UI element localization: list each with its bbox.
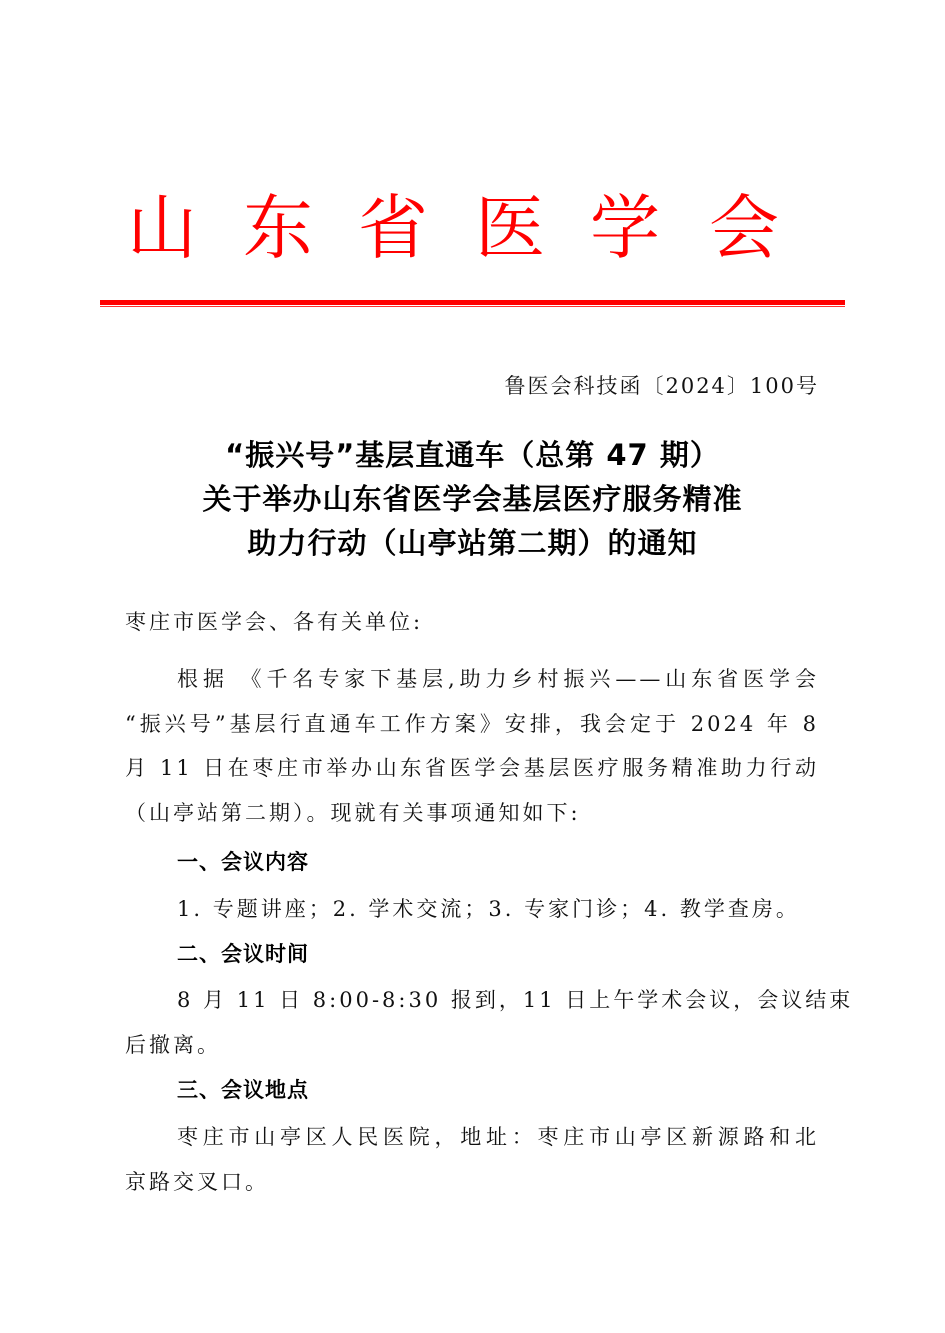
- intro-line-1: 根据 《千名专家下基层,助力乡村振兴——山东省医学会: [177, 667, 819, 691]
- section-location-line-1: 枣庄市山亭区人民医院，地址：枣庄市山亭区新源路和北: [177, 1125, 819, 1149]
- intro-line-2: “振兴号”基层行直通车工作方案》安排，我会定于 2024 年 8: [125, 712, 819, 736]
- title-line-2: 关于举办山东省医学会基层医疗服务精准: [202, 482, 743, 516]
- title-line-1: “振兴号”基层直通车（总第 47 期）: [225, 438, 720, 472]
- section-heading-time: 二、会议时间: [177, 942, 309, 966]
- section-content-line: 1. 专题讲座；2. 学术交流；3. 专家门诊；4. 教学查房。: [177, 897, 800, 921]
- salutation: 枣庄市医学会、各有关单位:: [125, 610, 424, 634]
- document-title: [100, 433, 845, 565]
- section-heading-location: 三、会议地点: [177, 1078, 309, 1102]
- letterhead-org-name: [100, 178, 845, 278]
- letterhead-divider-thin: [100, 306, 845, 307]
- org-name-char: 山: [127, 187, 197, 269]
- intro-line-3: 月 11 日在枣庄市举办山东省医学会基层医疗服务精准助力行动: [125, 756, 819, 780]
- document-number: 鲁医会科技函〔2024〕100号: [504, 374, 819, 398]
- org-name-char: 学: [590, 187, 660, 269]
- section-time-line-1: 8 月 11 日 8:00-8:30 报到，11 日上午学术会议，会议结束: [177, 988, 854, 1012]
- section-heading-content: 一、会议内容: [177, 850, 309, 874]
- section-time-line-2: 后撤离。: [125, 1033, 221, 1057]
- org-name-char: 会: [709, 187, 779, 269]
- title-line-3: 助力行动（山亭站第二期）的通知: [247, 526, 698, 560]
- org-name-char: 医: [475, 187, 545, 269]
- org-name-char: 省: [358, 187, 428, 269]
- intro-line-4: （山亭站第二期）。现就有关事项通知如下:: [125, 801, 581, 825]
- org-name-char: 东: [243, 187, 313, 269]
- section-location-line-2: 京路交叉口。: [125, 1170, 269, 1194]
- letterhead-divider-thick: [100, 300, 845, 305]
